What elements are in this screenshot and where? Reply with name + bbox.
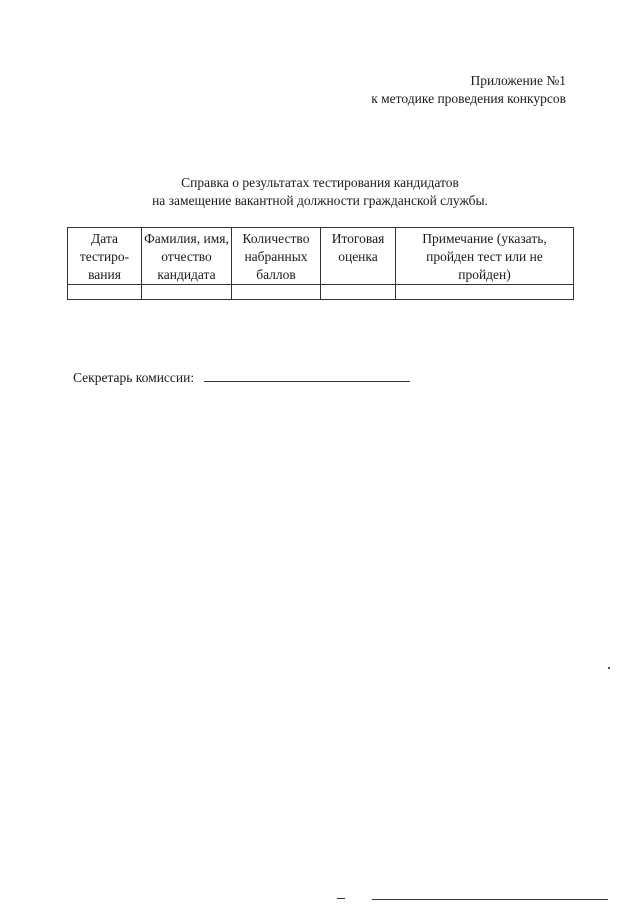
table-cell	[396, 285, 574, 300]
document-title	[0, 174, 640, 210]
secretary-signature	[73, 369, 410, 387]
signature-line	[204, 369, 410, 382]
scan-footer-dash	[337, 898, 345, 899]
header-final-grade: Итоговая оценка	[321, 228, 396, 285]
table-cell	[142, 285, 232, 300]
secretary-label: Секретарь комиссии:	[73, 370, 195, 385]
header-candidate-name: Фамилия, имя, отчество кандидата	[142, 228, 232, 285]
header-note: Примечание (указать, пройден тест или не пройден)	[396, 228, 574, 285]
results-table	[67, 227, 574, 300]
table-row	[68, 285, 574, 300]
appendix-header	[371, 72, 566, 108]
scan-speck	[608, 667, 610, 669]
table-header-row	[68, 228, 574, 285]
header-test-date: Дата тестиро-вания	[68, 228, 142, 285]
appendix-subtitle: к методике проведения конкурсов	[371, 91, 566, 106]
document-title-line1: Справка о результатах тестирования кандидатов	[181, 175, 459, 190]
document-title-line2: на замещение вакантной должности гражданской службы.	[152, 193, 488, 208]
table-cell	[321, 285, 396, 300]
table-cell	[232, 285, 321, 300]
scan-footer-line	[372, 899, 608, 900]
header-score: Количество набранных баллов	[232, 228, 321, 285]
appendix-title: Приложение №1	[470, 73, 566, 88]
table-cell	[68, 285, 142, 300]
